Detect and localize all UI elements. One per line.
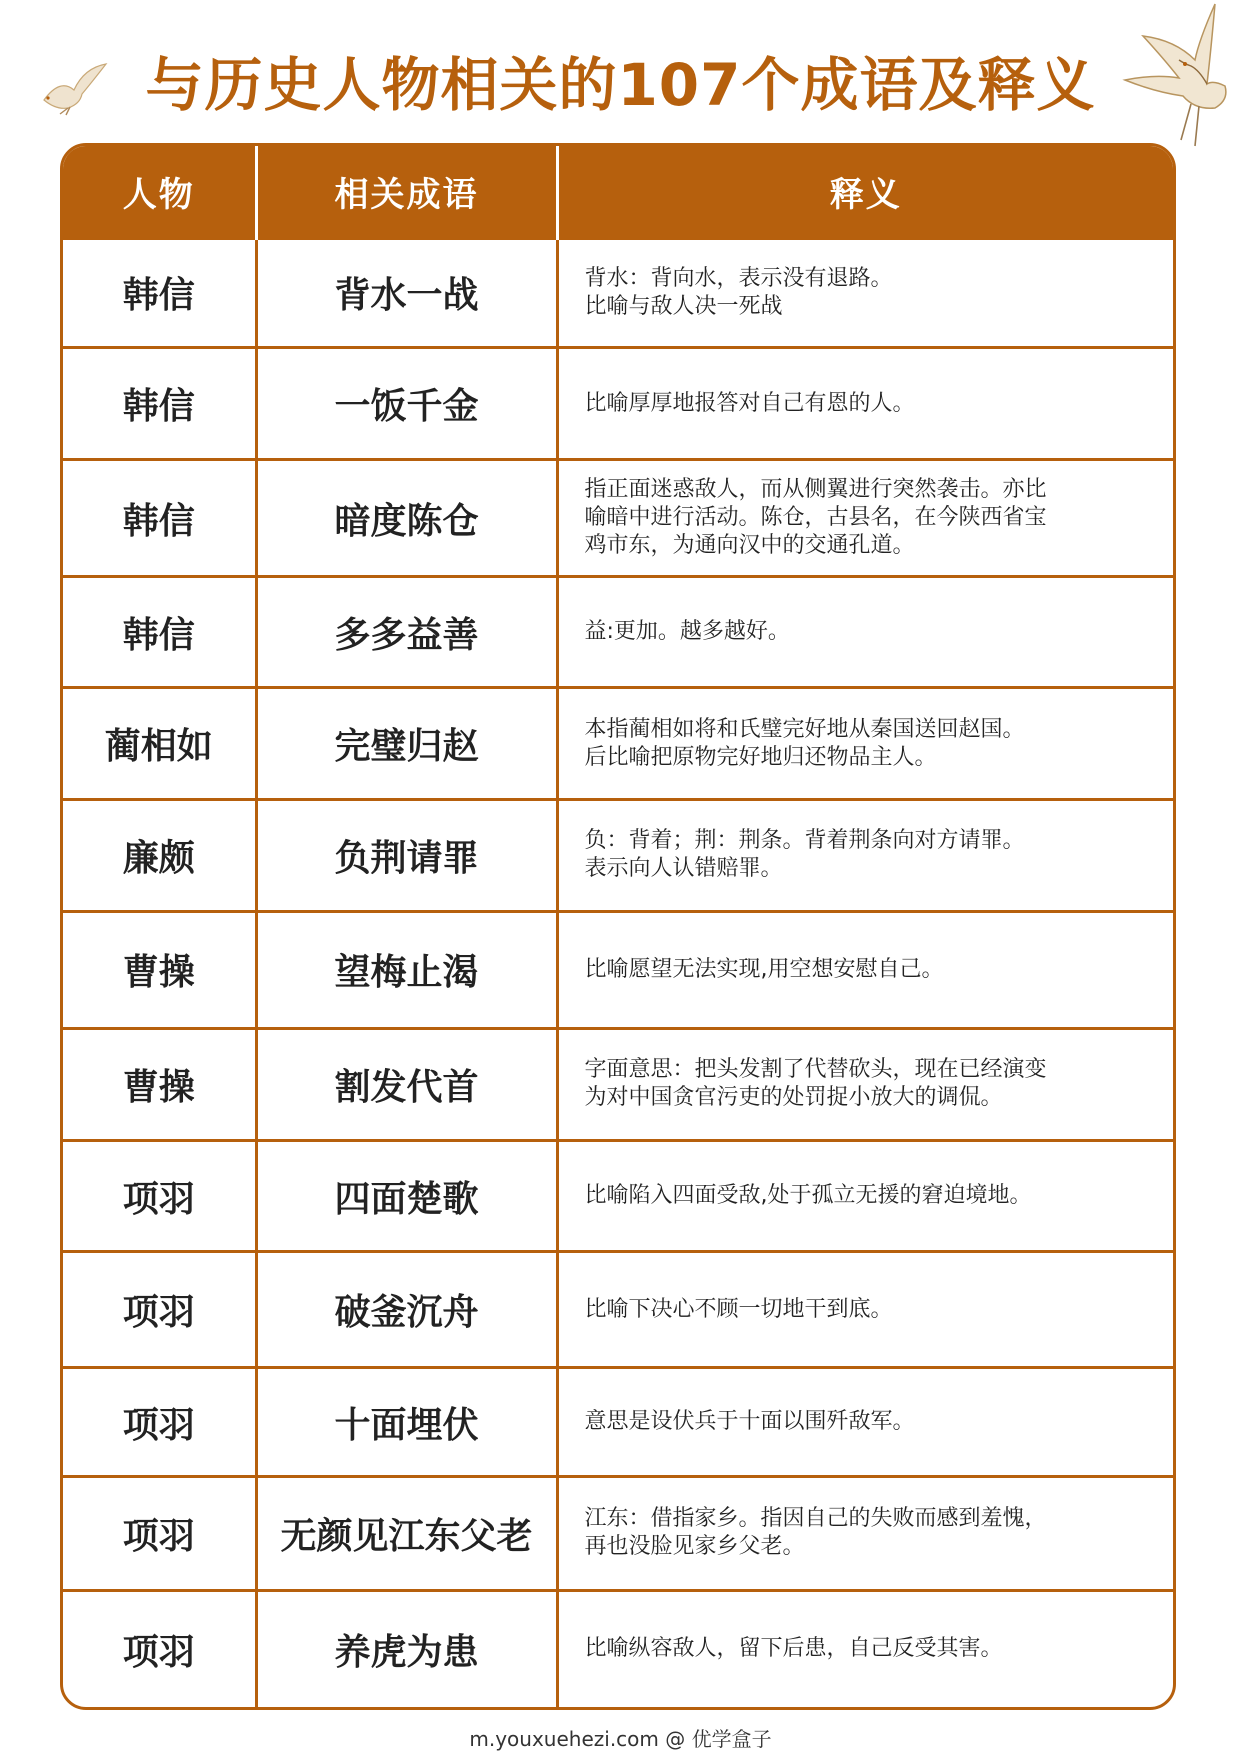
table-row [63, 347, 1173, 459]
idiom-cell: 望梅止渴 [256, 911, 557, 1028]
person-cell: 蔺相如 [63, 688, 256, 799]
idiom-cell: 多多益善 [256, 577, 557, 688]
meaning-line: 比喻下决心不顾一切地干到底。 [584, 1296, 893, 1322]
idiom-cell: 背水一战 [256, 239, 557, 348]
meaning-cell [557, 577, 1173, 688]
person-cell: 韩信 [63, 239, 256, 348]
meaning-line: 负：背着；荆：荆条。背着荆条向对方请罪。 [584, 828, 1025, 854]
person-cell: 项羽 [63, 1368, 256, 1477]
person-cell: 项羽 [63, 1477, 256, 1590]
meaning-cell [557, 347, 1173, 459]
person-cell: 项羽 [63, 1252, 256, 1368]
meaning-line: 再也没脸见家乡父老。 [584, 1534, 805, 1560]
idiom-cell: 暗度陈仓 [256, 460, 557, 577]
table-row [63, 460, 1173, 577]
meaning-line: 喻暗中进行活动。陈仓，古县名，在今陕西省宝 [584, 505, 1047, 531]
table-row [63, 911, 1173, 1028]
idiom-cell: 无颜见江东父老 [256, 1477, 557, 1590]
idiom-cell: 破釜沉舟 [256, 1252, 557, 1368]
header-meaning: 释义 [557, 146, 1173, 239]
person-cell: 曹操 [63, 1028, 256, 1140]
meaning-line: 为对中国贪官污吏的处罚捉小放大的调侃。 [584, 1085, 1003, 1111]
idiom-cell: 一饭千金 [256, 347, 557, 459]
meaning-line: 比喻厚厚地报答对自己有恩的人。 [584, 390, 915, 416]
meaning-line: 表示向人认错赔罪。 [584, 856, 783, 882]
meaning-cell [557, 239, 1173, 348]
meaning-line: 字面意思：把头发割了代替砍头，现在已经演变 [584, 1057, 1047, 1083]
table-row [63, 799, 1173, 911]
meaning-cell [557, 799, 1173, 911]
meaning-line: 江东：借指家乡。指因自己的失败而感到羞愧， [584, 1506, 1047, 1532]
meaning-line: 比喻愿望无法实现,用空想安慰自己。 [584, 956, 944, 982]
meaning-line: 益:更加。越多越好。 [584, 619, 790, 645]
meaning-cell [557, 460, 1173, 577]
person-cell: 韩信 [63, 577, 256, 688]
meaning-line: 指正面迷惑敌人，而从侧翼进行突然袭击。亦比 [584, 477, 1047, 503]
meaning-cell [557, 1590, 1173, 1707]
meaning-cell [557, 1028, 1173, 1140]
table-row [63, 1141, 1173, 1252]
idiom-cell: 完璧归赵 [256, 688, 557, 799]
idiom-table [60, 143, 1176, 1710]
idiom-cell: 十面埋伏 [256, 1368, 557, 1477]
meaning-line: 比喻与敌人决一死战 [584, 293, 783, 319]
idiom-cell: 负荆请罪 [256, 799, 557, 911]
person-cell: 项羽 [63, 1141, 256, 1252]
table-row [63, 1590, 1173, 1707]
table-row [63, 688, 1173, 799]
table-row [63, 1477, 1173, 1590]
idiom-cell: 割发代首 [256, 1028, 557, 1140]
header-idiom: 相关成语 [256, 146, 557, 239]
meaning-line: 意思是设伏兵于十面以围歼敌军。 [584, 1409, 915, 1435]
meaning-line: 背水：背向水，表示没有退路。 [584, 265, 893, 291]
meaning-line: 后比喻把原物完好地归还物品主人。 [584, 744, 937, 770]
meaning-line: 鸡市东，为通向汉中的交通孔道。 [584, 533, 915, 559]
meaning-cell [557, 911, 1173, 1028]
person-cell: 项羽 [63, 1590, 256, 1707]
header-person: 人物 [63, 146, 256, 239]
table-row [63, 577, 1173, 688]
person-cell: 韩信 [63, 347, 256, 459]
meaning-line: 本指蔺相如将和氏璧完好地从秦国送回赵国。 [584, 716, 1025, 742]
person-cell: 韩信 [63, 460, 256, 577]
table-row [63, 1368, 1173, 1477]
footer-source: m.youxuehezi.com @ 优学盒子 [469, 1727, 772, 1751]
meaning-cell [557, 1368, 1173, 1477]
idiom-cell: 四面楚歌 [256, 1141, 557, 1252]
page-title: 与历史人物相关的107个成语及释义 [145, 51, 1096, 119]
meaning-cell [557, 688, 1173, 799]
meaning-cell [557, 1477, 1173, 1590]
table-row [63, 1028, 1173, 1140]
table-header-row [63, 146, 1173, 239]
meaning-line: 比喻纵容敌人，留下后患，自己反受其害。 [584, 1636, 1003, 1662]
person-cell: 廉颇 [63, 799, 256, 911]
person-cell: 曹操 [63, 911, 256, 1028]
meaning-cell [557, 1141, 1173, 1252]
table-row [63, 239, 1173, 348]
table-row [63, 1252, 1173, 1368]
meaning-line: 比喻陷入四面受敌,处于孤立无援的窘迫境地。 [584, 1183, 1032, 1209]
idiom-cell: 养虎为患 [256, 1590, 557, 1707]
meaning-cell [557, 1252, 1173, 1368]
